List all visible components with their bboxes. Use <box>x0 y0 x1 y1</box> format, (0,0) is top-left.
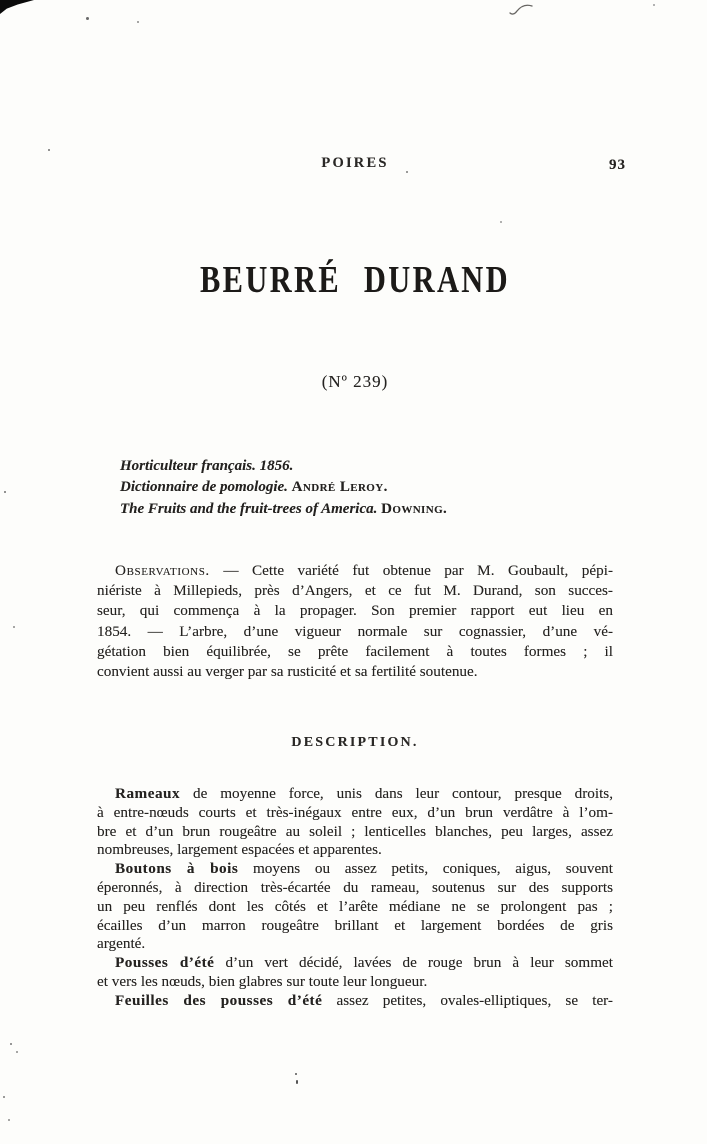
reference-source: Horticulteur français. 1856. <box>120 458 294 474</box>
reference-item <box>120 477 610 498</box>
paragraph-rameaux <box>97 785 613 860</box>
handwritten-pen-mark <box>508 2 534 16</box>
text-line: à entre-nœuds courts et très-inégaux entre eux, d’un brun verdâtre à l’om- <box>97 803 613 821</box>
text-line-body: d’un vert décidé, lavées de rouge brun à leur sommet <box>214 954 613 972</box>
text-line: argenté. <box>97 935 146 953</box>
variety-number: (Nº 239) <box>321 372 389 391</box>
paragraph-lead: Rameaux <box>115 785 181 802</box>
text-line: un peu renflés dont les côtés et l’arête médiane ne se prolongent pas ; <box>97 897 613 915</box>
reference-source: The Fruits and the fruit-trees of America. <box>120 500 378 517</box>
scan-speck <box>500 221 502 223</box>
scan-speck <box>16 1051 18 1053</box>
paragraph-lead: Boutons à bois <box>115 860 239 878</box>
scan-speck <box>296 1080 298 1084</box>
text-line <box>97 860 613 879</box>
text-line: bre et d’un brun rougeâtre au soleil ; lenticelles blanches, peu larges, assez <box>97 822 613 840</box>
description-section <box>97 785 613 1011</box>
reference-list <box>120 456 610 520</box>
scan-speck <box>8 1119 10 1121</box>
text-line: convient aussi au verger par sa rusticité et sa fertilité soutenue. <box>97 663 478 681</box>
text-line-body: de moyenne force, unis dans leur contour, presque droits, <box>180 785 613 802</box>
paragraph-pousses-dete <box>97 954 613 992</box>
text-line: gétation bien équilibrée, se prête facilement à toutes formes ; il <box>97 642 613 660</box>
text-line <box>97 785 613 804</box>
paragraph-feuilles-des-pousses <box>97 992 613 1011</box>
text-line: seur, qui commença à la propager. Son premier rapport eut lieu en <box>97 602 613 620</box>
text-line <box>97 561 613 581</box>
text-line: éperonnés, à direction très-écartée du rameau, soutenus sur des supports <box>97 878 613 896</box>
scan-speck <box>48 149 50 151</box>
paragraph-lead: Pousses d’été <box>115 954 215 972</box>
reference-item <box>120 456 610 477</box>
text-line: nombreuses, largement espacées et apparentes. <box>97 841 382 859</box>
scan-speck <box>3 1096 5 1098</box>
text-line <box>97 992 613 1011</box>
text-line-body: moyens ou assez petits, coniques, aigus, souvent <box>238 860 613 878</box>
observations-lead: Observations. <box>115 562 210 579</box>
running-header <box>97 155 613 172</box>
scan-speck <box>10 1043 12 1045</box>
text-line: 1854. — L’arbre, d’une vigueur normale sur cognassier, d’une vé- <box>97 622 613 640</box>
reference-author: André Leroy. <box>291 479 388 496</box>
scan-speck <box>13 626 15 628</box>
scan-speck <box>4 491 6 493</box>
text-line-body: — Cette variété fut obtenue par M. Goubault, pépi- <box>209 562 613 579</box>
text-line <box>97 954 613 973</box>
scan-corner-artifact <box>0 0 34 14</box>
paragraph-boutons-a-bois <box>97 860 613 954</box>
scan-speck <box>137 21 139 23</box>
text-line: et vers les nœuds, bien glabres sur toute leur longueur. <box>97 972 428 990</box>
reference-source: Dictionnaire de pomologie. <box>120 479 288 496</box>
scan-speck <box>295 1073 297 1075</box>
reference-author: Downing. <box>381 500 448 517</box>
text-line-body: assez petites, ovales-elliptiques, se ter- <box>322 991 613 1009</box>
description-heading: DESCRIPTION. <box>291 735 419 750</box>
page-number: 93 <box>609 157 626 173</box>
reference-item <box>120 499 610 520</box>
running-header-title: POIRES <box>321 155 389 171</box>
text-line: niériste à Millepieds, près d’Angers, et ce fut M. Durand, son succes- <box>97 582 613 600</box>
scan-speck <box>86 17 89 20</box>
observations-paragraph <box>97 561 613 682</box>
text-line: écailles d’un marron rougeâtre brillant et largement bordées de gris <box>97 916 613 934</box>
paragraph-lead: Feuilles des pousses d’été <box>115 991 323 1009</box>
variety-title: BEURRÉ DURAND <box>199 259 511 301</box>
scan-speck <box>653 4 655 6</box>
